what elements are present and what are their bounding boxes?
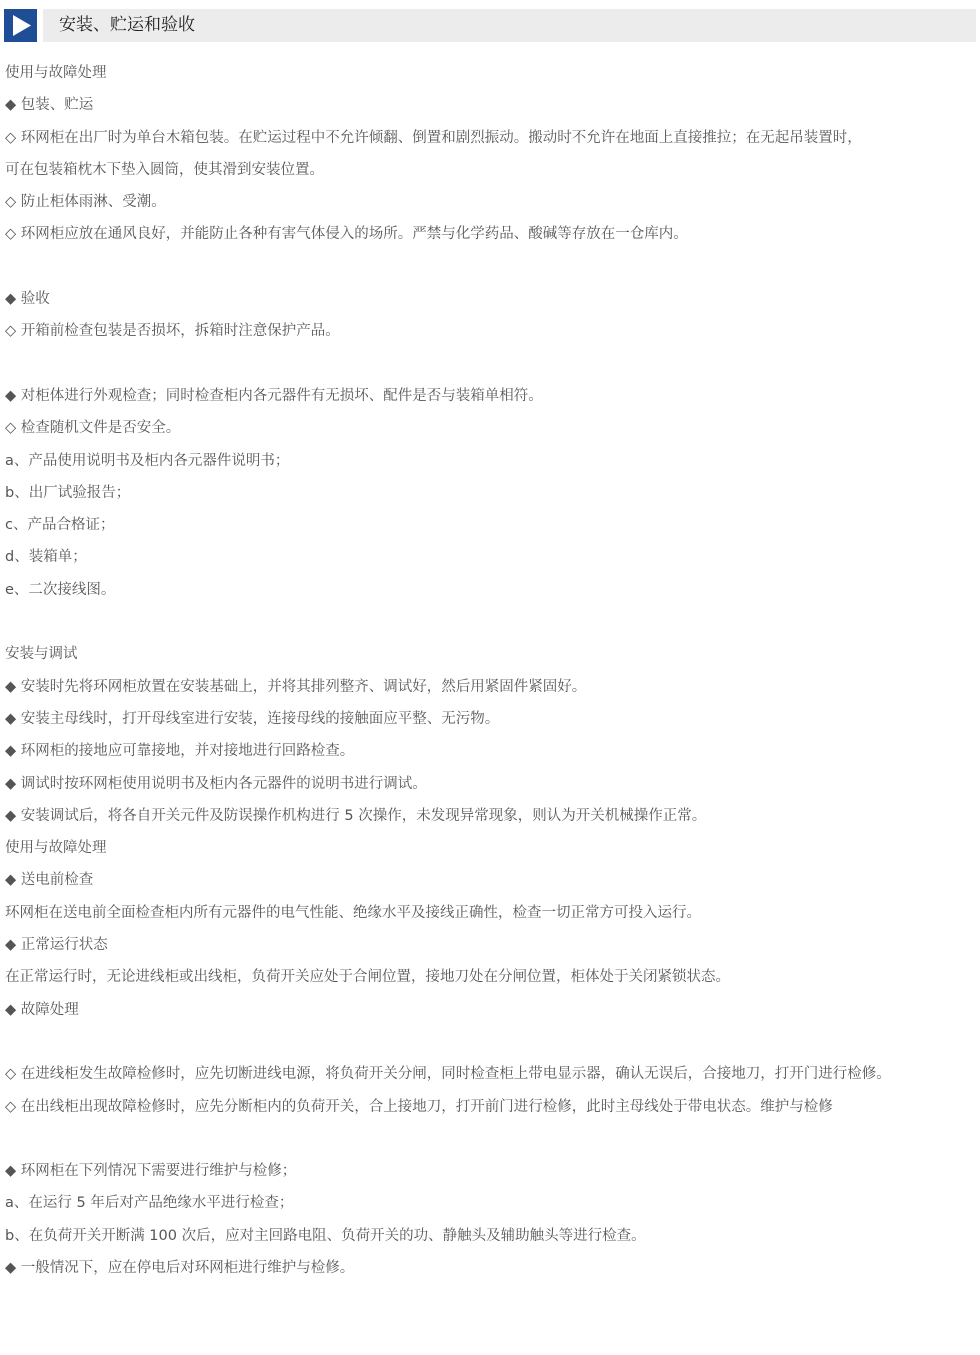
text-line: ◆ 环网柜的接地应可靠接地，并对接地进行回路检查。	[5, 743, 355, 760]
text-line: ◆ 包装、贮运	[5, 97, 94, 114]
blank-line	[5, 1123, 977, 1155]
blank-line	[5, 606, 977, 638]
text-line: ◇ 开箱前检查包装是否损坏，拆箱时注意保护产品。	[5, 323, 340, 340]
text-line: 在正常运行时，无论进线柜或出线柜，负荷开关应处于合闸位置，接地刀处在分闸位置，柜体处于关闭紧锁状态。	[5, 969, 730, 986]
text-line: ◆ 送电前检查	[5, 872, 94, 889]
text-line: 使用与故障处理	[5, 840, 107, 857]
text-line: ◆ 调试时按环网柜使用说明书及柜内各元器件的说明书进行调试。	[5, 775, 427, 792]
text-line: c、产品合格证；	[5, 517, 115, 534]
text-line: ◇ 在进线柜发生故障检修时，应先切断进线电源，将负荷开关分闸，同时检查柜上带电显示器，确认无误后，合接地刀，打开门进行检修。	[5, 1066, 891, 1083]
header-bar	[43, 9, 976, 42]
text-line: ◇ 检查随机文件是否安全。	[5, 420, 181, 437]
text-line: ◇ 环网柜在出厂时为单台木箱包装。在贮运过程中不允许倾翻、倒置和剧烈振动。搬动时不允许在地面上直接推拉；在无起吊装置时，	[5, 129, 862, 146]
text-line: ◆ 一般情况下，应在停电后对环网柜进行维护与检修。	[5, 1259, 355, 1276]
blank-line	[5, 251, 977, 283]
text-line: b、出厂试验报告；	[5, 484, 131, 501]
document-body	[5, 57, 977, 1284]
text-line: 安装与调试	[5, 646, 78, 663]
text-line: e、二次接线图。	[5, 581, 116, 598]
blank-line	[5, 1026, 977, 1058]
text-line: ◆ 故障处理	[5, 1001, 79, 1018]
text-line: b、在负荷开关开断满 100 次后，应对主回路电阻、负荷开关的功、静触头及辅助触头等进行检查。	[5, 1227, 646, 1244]
text-line: 环网柜在送电前全面检查柜内所有元器件的电气性能、绝缘水平及接线正确性，检查一切正常方可投入运行。	[5, 904, 701, 921]
text-line: ◆ 安装时先将环网柜放置在安装基础上，并将其排列整齐、调试好，然后用紧固件紧固好。	[5, 678, 587, 695]
text-line: ◇ 防止柜体雨淋、受潮。	[5, 194, 166, 211]
text-line: ◇ 环网柜应放在通风良好，并能防止各种有害气体侵入的场所。严禁与化学药品、酸碱等存放在一仓库内。	[5, 226, 688, 243]
section-header	[4, 9, 976, 42]
text-line: ◆ 安装主母线时，打开母线室进行安装，连接母线的接触面应平整、无污物。	[5, 710, 500, 727]
text-line: ◆ 环网柜在下列情况下需要进行维护与检修；	[5, 1163, 297, 1180]
text-line: ◆ 正常运行状态	[5, 937, 108, 954]
text-line: ◇ 在出线柜出现故障检修时，应先分断柜内的负荷开关，合上接地刀，打开前门进行检修，此时主母线处于带电状态。维护与检修	[5, 1098, 833, 1115]
blank-line	[5, 348, 977, 380]
text-line: 可在包装箱枕木下垫入圆筒，使其滑到安装位置。	[5, 161, 324, 178]
text-line: ◆ 安装调试后，将各自开关元件及防误操作机构进行 5 次操作，未发现异常现象，则认为开关机械操作正常。	[5, 807, 707, 824]
play-icon	[4, 9, 37, 42]
page-title: 安装、贮运和验收	[59, 15, 195, 35]
text-line: ◆ 验收	[5, 291, 50, 308]
text-line: 使用与故障处理	[5, 65, 107, 81]
text-line: a、在运行 5 年后对产品绝缘水平进行检查；	[5, 1195, 294, 1212]
text-line: d、装箱单；	[5, 549, 87, 566]
text-line: a、产品使用说明书及柜内各元器件说明书；	[5, 452, 290, 469]
text-line: ◆ 对柜体进行外观检查；同时检查柜内各元器件有无损坏、配件是否与装箱单相符。	[5, 387, 543, 404]
